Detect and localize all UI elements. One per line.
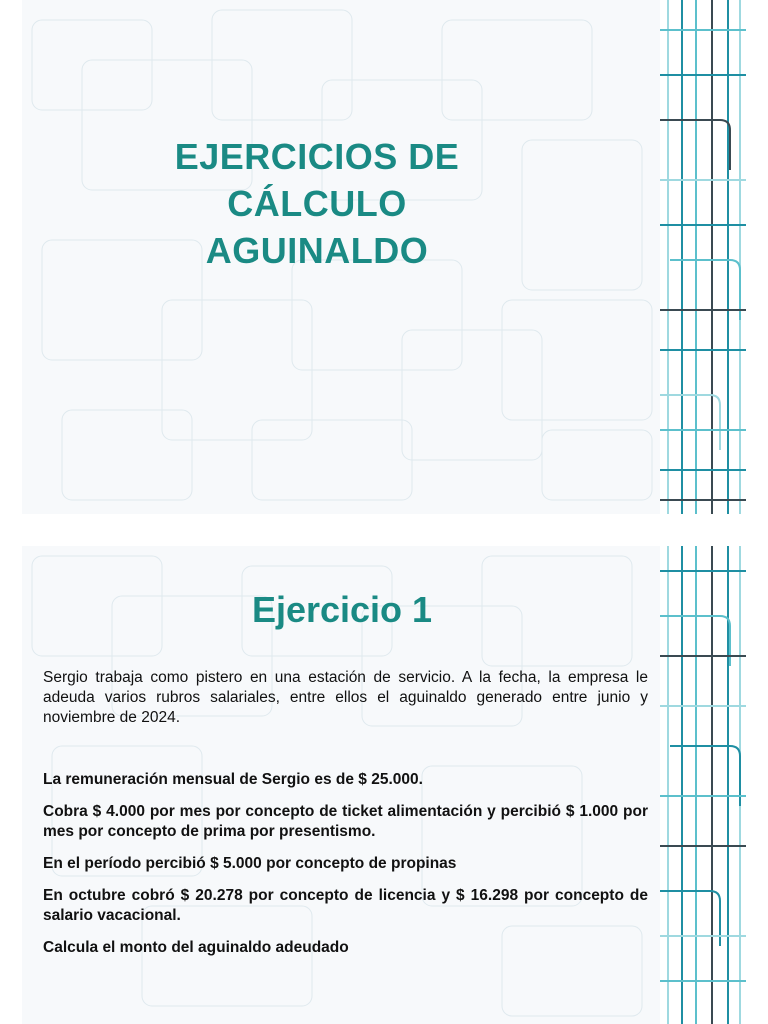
exercise-facts — [43, 770, 648, 970]
edge-decoration — [660, 0, 746, 514]
fact-item: En octubre cobró $ 20.278 por concepto de licencia y $ 16.298 por concepto de salario vacacional. — [43, 887, 648, 924]
fact-item: En el período percibió $ 5.000 por concepto de propinas — [43, 855, 457, 872]
fact-item: Calcula el monto del aguinaldo adeudado — [43, 939, 349, 956]
slide-exercise-1 — [22, 546, 746, 1024]
slide-title — [22, 0, 746, 514]
fact-item: Cobra $ 4.000 por mes por concepto de ticket alimentación y percibió $ 1.000 por mes por concepto de prima por presentismo. — [43, 803, 648, 840]
title-line-3: AGUINALDO — [205, 230, 429, 271]
exercise-heading: Ejercicio 1 — [251, 589, 433, 630]
slide-title-heading — [122, 133, 512, 274]
edge-decoration — [660, 546, 746, 1024]
fact-item: La remuneración mensual de Sergio es de $ 25.000. — [43, 771, 423, 788]
title-line-1: EJERCICIOS DE — [174, 136, 460, 177]
exercise-intro: Sergio trabaja como pistero en una estación de servicio. A la fecha, la empresa le adeuda varios rubros salariales, entre ellos el aguinaldo generado entre junio y noviembre de 2024. — [43, 669, 648, 726]
title-line-2: CÁLCULO — [227, 183, 407, 224]
